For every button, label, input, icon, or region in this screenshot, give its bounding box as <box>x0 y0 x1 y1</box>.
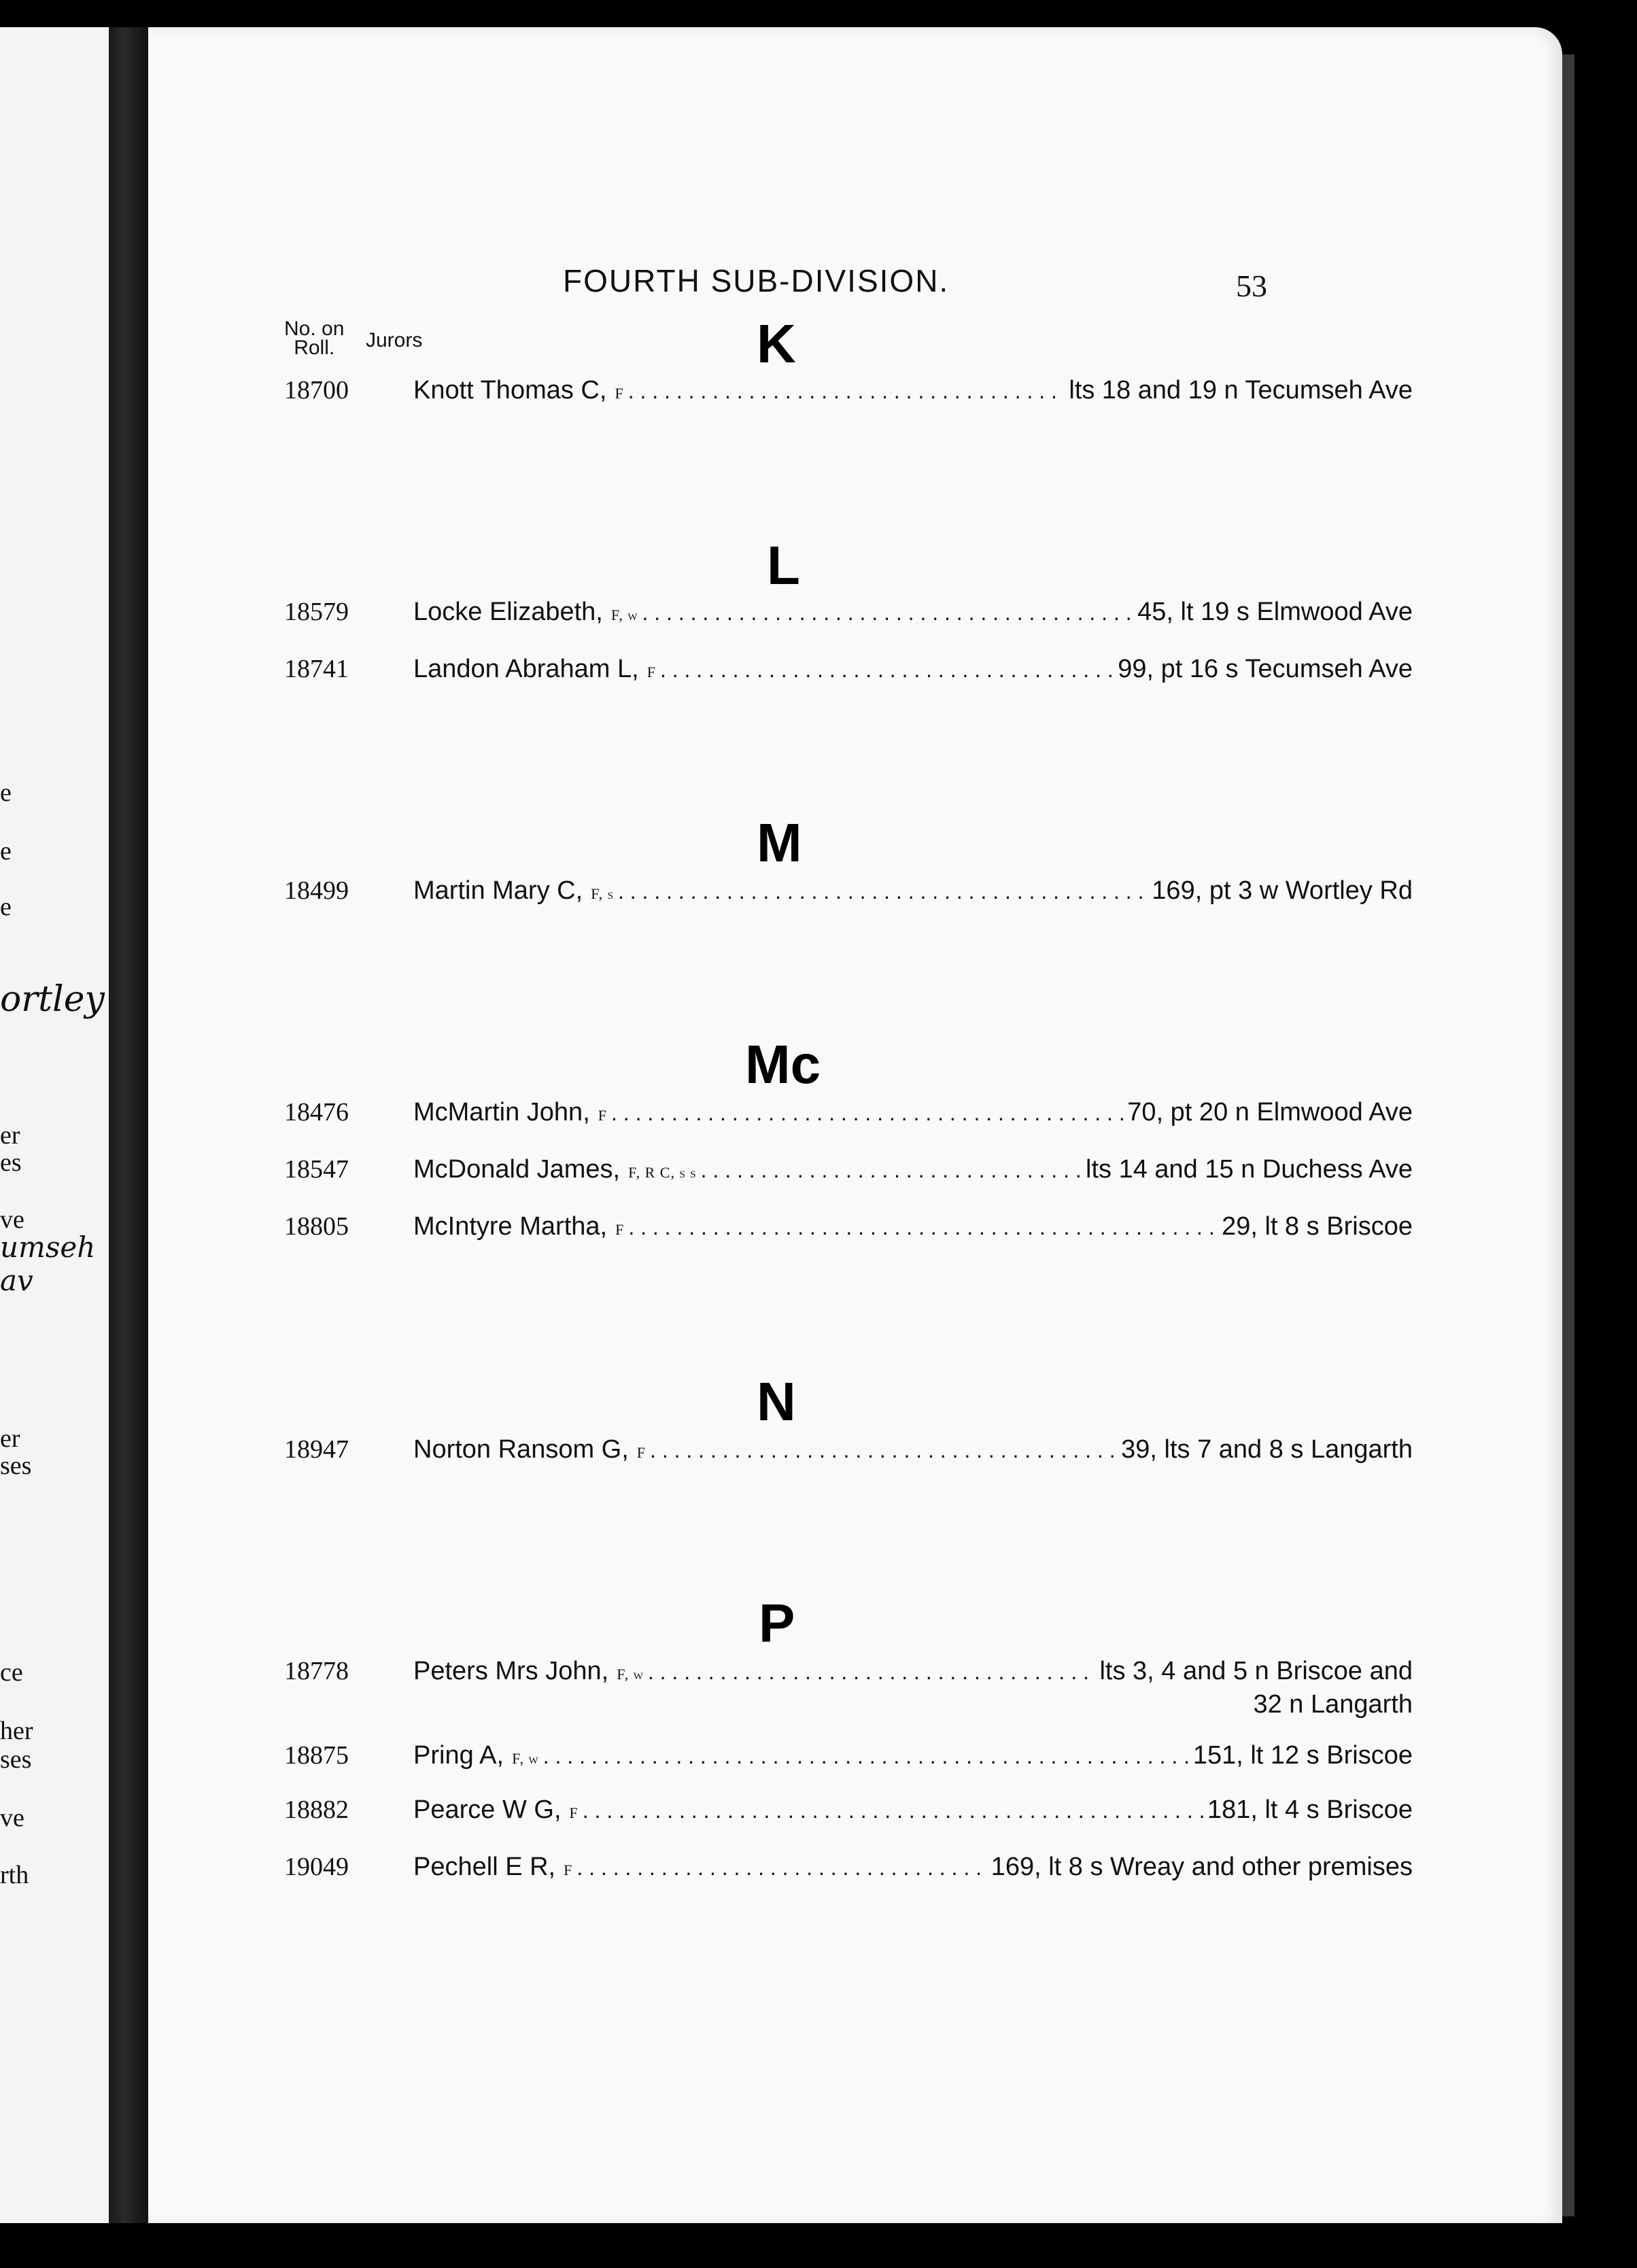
juror-name: McDonald James, <box>413 1155 621 1184</box>
roll-number: 19049 <box>284 1853 349 1881</box>
juror-qualifier: F <box>569 1804 579 1821</box>
juror-name: Pring A, <box>413 1741 504 1770</box>
dot-leader <box>628 379 1065 404</box>
juror-address: lts 18 and 19 n Tecumseh Ave <box>1069 376 1413 405</box>
left-page-fragment: e <box>0 837 12 865</box>
left-page-fragment: e <box>0 893 12 921</box>
roll-number: 18882 <box>284 1796 349 1824</box>
page-title: FOURTH SUB-DIVISION. <box>563 263 950 298</box>
page-edge <box>1562 54 1574 2216</box>
left-page-fragment: her <box>0 1717 33 1745</box>
roll-number: 18579 <box>284 598 349 626</box>
dot-leader <box>650 1438 1117 1463</box>
juror-address: 29, lt 8 s Briscoe <box>1222 1212 1413 1241</box>
left-page-fragment: ses <box>0 1745 32 1774</box>
juror-qualifier: F <box>598 1107 607 1124</box>
page-number: 53 <box>1236 269 1267 303</box>
dot-leader <box>642 600 1133 625</box>
juror-address: 99, pt 16 s Tecumseh Ave <box>1118 655 1413 683</box>
dot-leader <box>648 1660 1096 1685</box>
book-spine <box>109 27 148 2223</box>
left-page-fragment: er <box>0 1121 20 1150</box>
juror-entry <box>284 1795 1413 1833</box>
juror-name: Landon Abraham L, <box>413 655 639 683</box>
juror-entry <box>284 1434 1413 1473</box>
juror-entry <box>284 654 1413 692</box>
roll-number: 18805 <box>284 1212 349 1241</box>
juror-name: Locke Elizabeth, <box>413 598 603 626</box>
roll-number: 18875 <box>284 1741 349 1770</box>
juror-name: Norton Ransom G, <box>413 1435 629 1464</box>
juror-address: lts 3, 4 and 5 n Briscoe and <box>1099 1657 1413 1685</box>
document-page <box>148 27 1562 2223</box>
left-page-handwriting: umseh av <box>0 1231 96 1297</box>
dot-leader <box>628 1215 1218 1240</box>
dot-leader <box>701 1158 1082 1183</box>
juror-name: Pechell E R, <box>413 1853 556 1881</box>
roll-number: 18778 <box>284 1657 349 1685</box>
roll-number: 18499 <box>284 876 349 905</box>
roll-number: 18476 <box>284 1098 349 1127</box>
juror-qualifier: F, w <box>617 1666 644 1683</box>
juror-address: 45, lt 19 s Elmwood Ave <box>1137 598 1413 626</box>
juror-address: 169, pt 3 w Wortley Rd <box>1152 876 1413 905</box>
left-page-fragment: ve <box>0 1205 24 1234</box>
roll-number: 18700 <box>284 376 349 405</box>
roll-number: 18547 <box>284 1155 349 1184</box>
juror-entry <box>284 1097 1413 1135</box>
roll-column-header <box>284 317 345 359</box>
section-letter-n: N <box>757 1371 796 1432</box>
left-page-fragment: ve <box>0 1804 24 1832</box>
dot-leader <box>660 657 1114 683</box>
dot-leader <box>583 1798 1203 1823</box>
juror-name: Peters Mrs John, <box>413 1657 609 1685</box>
juror-entry <box>284 1212 1413 1250</box>
juror-name: McIntyre Martha, <box>413 1212 608 1241</box>
juror-address: 151, lt 12 s Briscoe <box>1192 1741 1413 1770</box>
dot-leader <box>611 1101 1123 1126</box>
juror-name: Knott Thomas C, <box>413 376 607 405</box>
juror-qualifier: F <box>647 664 656 681</box>
juror-qualifier: F <box>564 1861 573 1878</box>
roll-header-line2: Roll. <box>294 337 335 359</box>
juror-qualifier: F <box>615 1221 625 1238</box>
juror-address: 169, lt 8 s Wreay and other premises <box>990 1853 1413 1881</box>
juror-qualifier: F, s <box>591 885 614 902</box>
dot-leader <box>618 879 1148 904</box>
section-letter-k: K <box>757 313 796 374</box>
juror-name: Martin Mary C, <box>413 876 583 905</box>
juror-address: 181, lt 4 s Briscoe <box>1207 1796 1413 1824</box>
section-letter-mc: Mc <box>745 1034 821 1095</box>
left-page-fragment: er <box>0 1424 20 1453</box>
page-header <box>148 262 1562 303</box>
juror-address-continuation: 32 n Langarth <box>1253 1690 1413 1719</box>
left-page-fragment: es <box>0 1148 22 1177</box>
section-letter-p: P <box>759 1593 795 1653</box>
juror-address: lts 14 and 15 n Duchess Ave <box>1086 1155 1413 1184</box>
juror-address: 39, lts 7 and 8 s Langarth <box>1121 1435 1413 1464</box>
left-page-handwriting: ortley <box>0 979 105 1020</box>
juror-entry <box>284 1852 1413 1890</box>
juror-entry <box>284 597 1413 635</box>
juror-qualifier: F <box>615 385 624 402</box>
juror-entry <box>284 1740 1413 1779</box>
roll-number: 18741 <box>284 655 349 683</box>
juror-address: 70, pt 20 n Elmwood Ave <box>1127 1098 1413 1127</box>
left-page-fragment: ses <box>0 1451 32 1480</box>
juror-qualifier: F <box>636 1444 647 1461</box>
juror-entry <box>284 876 1413 914</box>
juror-qualifier: F, w <box>610 606 638 623</box>
juror-name: McMartin John, <box>413 1098 590 1127</box>
jurors-column-header: Jurors <box>366 329 423 351</box>
juror-name: Pearce W G, <box>413 1796 562 1824</box>
section-letter-l: L <box>767 535 800 596</box>
left-page-fragment: rth <box>0 1861 29 1889</box>
left-facing-page <box>0 27 109 2223</box>
dot-leader <box>543 1744 1189 1769</box>
left-page-fragment: ce <box>0 1658 23 1687</box>
juror-qualifier: F, R C, s s <box>628 1164 697 1181</box>
left-page-fragment: e <box>0 778 12 807</box>
roll-header-line1: No. on <box>284 317 345 340</box>
section-letter-m: M <box>757 812 802 873</box>
juror-entry <box>284 1154 1413 1192</box>
juror-qualifier: F, w <box>512 1750 539 1767</box>
juror-entry <box>284 375 1413 413</box>
dot-leader <box>576 1855 986 1880</box>
roll-number: 18947 <box>284 1435 349 1464</box>
juror-entry <box>284 1656 1413 1694</box>
